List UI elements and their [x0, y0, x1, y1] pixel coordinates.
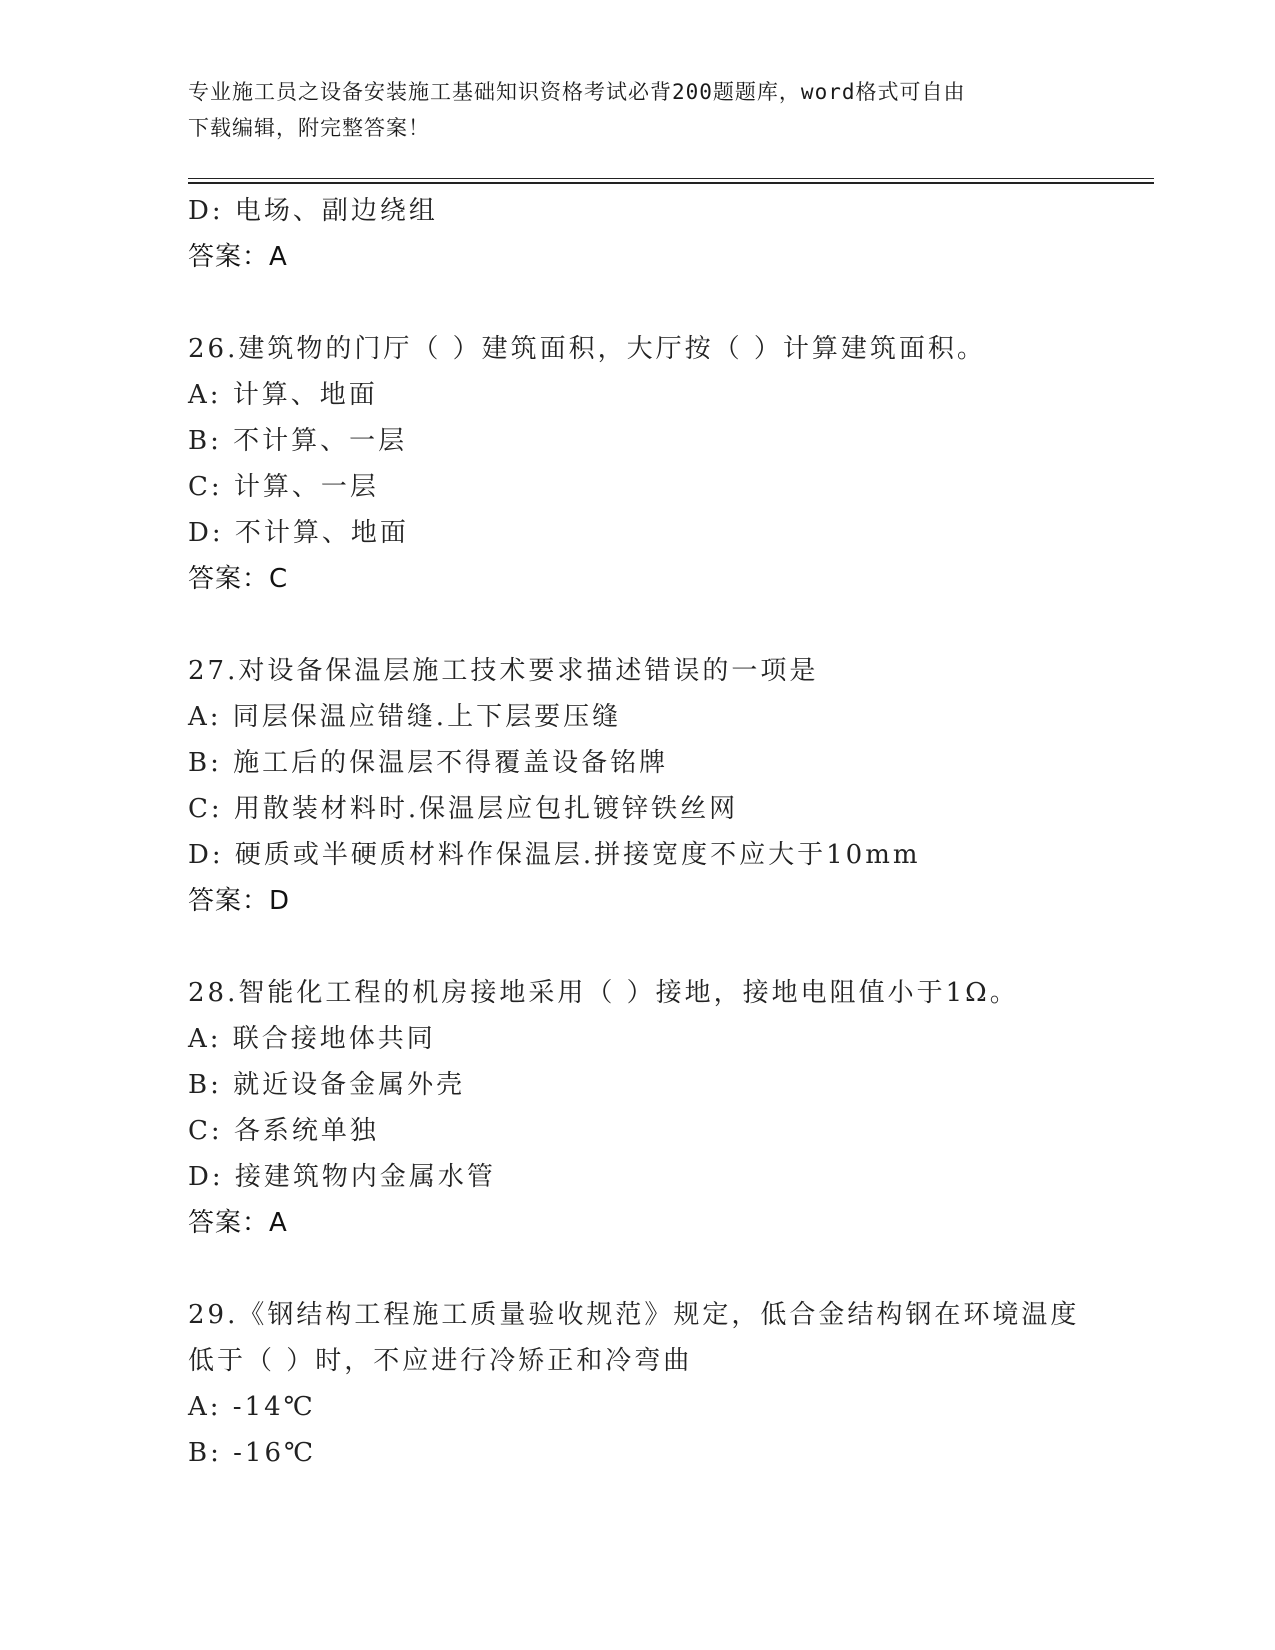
option-d: D: 硬质或半硬质材料作保温层.拼接宽度不应大于10mm: [188, 840, 921, 870]
option-b: B: 就近设备金属外壳: [188, 1070, 466, 1100]
option-c: C: 用散装材料时.保温层应包扎镀锌铁丝网: [188, 794, 739, 824]
option-c: C: 计算、一层: [188, 472, 379, 502]
answer-line: 答案：A: [188, 1208, 288, 1238]
question-text: 26.建筑物的门厅（ ）建筑面积，大厅按（ ）计算建筑面积。: [188, 334, 986, 364]
option-a: A: 计算、地面: [188, 380, 378, 410]
question-block: [188, 648, 1154, 924]
block-spacer: [188, 924, 1154, 970]
question-text-line-1: 29.《钢结构工程施工质量验收规范》规定，低合金结构钢在环境温度: [188, 1300, 1080, 1330]
block-spacer: [188, 1246, 1154, 1292]
option-b: B: 施工后的保温层不得覆盖设备铭牌: [188, 748, 669, 778]
header-divider-thick: [188, 182, 1154, 184]
question-text: 28.智能化工程的机房接地采用（ ）接地，接地电阻值小于1Ω。: [188, 978, 1019, 1008]
option-b: B: 不计算、一层: [188, 426, 408, 456]
question-list: [188, 188, 1154, 1476]
option-a: A: 同层保温应错缝.上下层要压缝: [188, 702, 622, 732]
option-d: D: 接建筑物内金属水管: [188, 1162, 496, 1192]
option-d: D: 不计算、地面: [188, 518, 409, 548]
option-c: C: 各系统单独: [188, 1116, 379, 1146]
option-d: D: 电场、副边绕组: [188, 196, 438, 226]
page-header: [188, 74, 1088, 146]
option-a: A: -14℃: [188, 1392, 316, 1422]
answer-line: 答案：D: [188, 886, 291, 916]
question-block: [188, 970, 1154, 1246]
question-block: [188, 188, 1154, 280]
question-text-line-2: 低于（ ）时，不应进行冷矫正和冷弯曲: [188, 1346, 693, 1376]
answer-line: 答案：C: [188, 564, 289, 594]
block-spacer: [188, 280, 1154, 326]
header-divider-thin: [188, 178, 1154, 179]
header-line-1: 专业施工员之设备安装施工基础知识资格考试必背200题题库，word格式可自由: [188, 80, 966, 104]
question-block: [188, 1292, 1154, 1476]
block-spacer: [188, 602, 1154, 648]
header-line-2: 下载编辑，附完整答案！: [188, 116, 430, 140]
question-text: 27.对设备保温层施工技术要求描述错误的一项是: [188, 656, 819, 686]
answer-line: 答案：A: [188, 242, 288, 272]
question-block: [188, 326, 1154, 602]
option-b: B: -16℃: [188, 1438, 317, 1468]
option-a: A: 联合接地体共同: [188, 1024, 436, 1054]
